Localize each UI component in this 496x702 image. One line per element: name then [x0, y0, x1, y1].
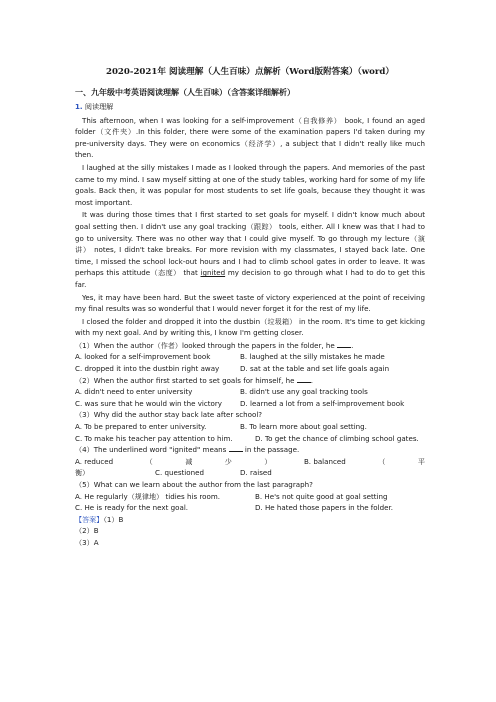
option-b-cn-2: 平: [417, 456, 425, 466]
document-title: 2020-2021年 阅读理解（人生百味）点解析（Word版附答案）（word）: [105, 67, 395, 77]
option-c: C. To make his teacher pay attention to him.: [75, 433, 233, 443]
question-4-stem: （4）The underlined word "ignited" means in the passage.: [75, 445, 300, 455]
option-a: A. looked for a self-improvement book: [75, 352, 211, 362]
option-b: B. To learn more about goal setting.: [240, 422, 367, 432]
passage-paragraph-2: I laughed at the silly mistakes I made as I looked through the papers. And memories of the past came to my mind. I saw myself sitting at one of the study tables, working hard for some of my life goals. Back then, it was popular for most students to set life goals, because they thought it was most important.: [75, 162, 425, 207]
question-1-stem: （1）When the author（作者）looked through the papers in the folder, he .: [75, 340, 354, 350]
question-3-stem: （3）Why did the author stay back late after school?: [75, 410, 263, 420]
option-d: D. sat at the table and set life goals again: [240, 364, 390, 374]
option-d: D. To get the chance of climbing school gates.: [255, 433, 419, 443]
option-a-cn-3: 少: [224, 456, 232, 466]
passage-paragraph-1: This afternoon, when I was looking for a self-improvement（自我修养） book, I found an aged folder（文件夹）.In this folder, there were some of the examination papers I'd taken during my pre-university days. They were on economics（经济学）, a subject that I didn't really like much then.: [75, 115, 425, 160]
question-3-options-row-2: [75, 433, 425, 445]
question-4-options-row-2: [75, 467, 425, 479]
question-2-options-row-1: [75, 386, 425, 398]
option-b: B. laughed at the silly mistakes he made: [240, 352, 385, 362]
option-c: C. questioned: [155, 468, 204, 478]
question-1-options-row-2: [75, 363, 425, 375]
option-a: A. didn't need to enter university: [75, 387, 193, 397]
question-header: [75, 101, 425, 113]
answer-blank: [297, 375, 311, 383]
option-a: A. To be prepared to enter university.: [75, 422, 207, 432]
answer-line-1: [75, 514, 425, 526]
passage-paragraph-3: It was during those times that I first started to set goals for myself. I didn't know much about goal setting then. I didn't use any goal tracking（跟踪） tools, either. All I knew was that I had to go to university. There was no other way that I could give myself. To go through my lecture（演讲） notes, I didn't take breaks. For more revision with my classmates, I stayed back late. One time, I missed the school lock-out hours and I had to climb school gates in order to leave. It was perhaps this attitude（态度） that ignited my decision to go through what I had to do to get this far.: [75, 210, 425, 289]
option-b: B. didn't use any goal tracking tools: [240, 387, 368, 397]
option-b: B. He's not quite good at goal setting: [255, 491, 388, 501]
answer-2: （2）B: [75, 526, 99, 536]
question-5-options-row-1: [75, 491, 425, 503]
option-b-cn-1: （: [378, 456, 386, 466]
question-3-options-row-1: [75, 421, 425, 433]
question-1-options-row-1: [75, 351, 425, 363]
question-2-options-row-2: [75, 398, 425, 410]
option-c: C. He is ready for the next goal.: [75, 503, 189, 513]
question-5-options-row-2: [75, 502, 425, 514]
option-c: C. was sure that he would win the victory: [75, 398, 223, 408]
option-a-cn-2: 减: [185, 456, 193, 466]
answer-blank: [337, 340, 351, 348]
answer-3: （3）A: [75, 537, 99, 547]
passage-paragraph-5: I closed the folder and dropped it into the dustbin（垃圾箱） in the room. It's time to get kicking with my next goal. And by writing this, I know I'm getting closer.: [75, 316, 425, 338]
option-b-cn-continued: 衡）: [75, 468, 90, 478]
option-b: B. balanced: [303, 456, 346, 466]
option-d: D. learned a lot from a self-improvement book: [240, 398, 405, 408]
option-d: D. He hated those papers in the folder.: [255, 503, 394, 513]
option-a-cn-4: ）: [264, 456, 272, 466]
question-5-stem: （5）What can we learn about the author from the last paragraph?: [75, 480, 313, 489]
question-4-options-row-1: [75, 456, 425, 468]
question-number: 1.: [75, 102, 83, 111]
option-a-cn-1: （: [145, 456, 153, 466]
section-heading: 一、九年级中考英语阅读理解（人生百味）（含答案详细解析）: [75, 88, 295, 97]
question-type: 阅读理解: [84, 102, 114, 111]
answer-1: （1）B: [103, 514, 124, 524]
underlined-word: ignited: [200, 268, 226, 278]
option-a: A. He regularly（规律地） tidies his room.: [75, 491, 221, 501]
answer-blank: [229, 444, 243, 452]
question-2-stem: （2）When the author first started to set goals for himself, he .: [75, 375, 314, 385]
option-c: C. dropped it into the dustbin right away: [75, 364, 220, 374]
answer-label: 【答案】: [75, 514, 104, 524]
option-a: A. reduced: [75, 456, 114, 466]
option-d: D. raised: [240, 468, 272, 478]
passage-paragraph-4: Yes, it may have been hard. But the sweet taste of victory experienced at the point of receiving my final results was so wonderful that I would never forget it for the rest of my life.: [75, 292, 425, 314]
document-body: [75, 66, 425, 549]
